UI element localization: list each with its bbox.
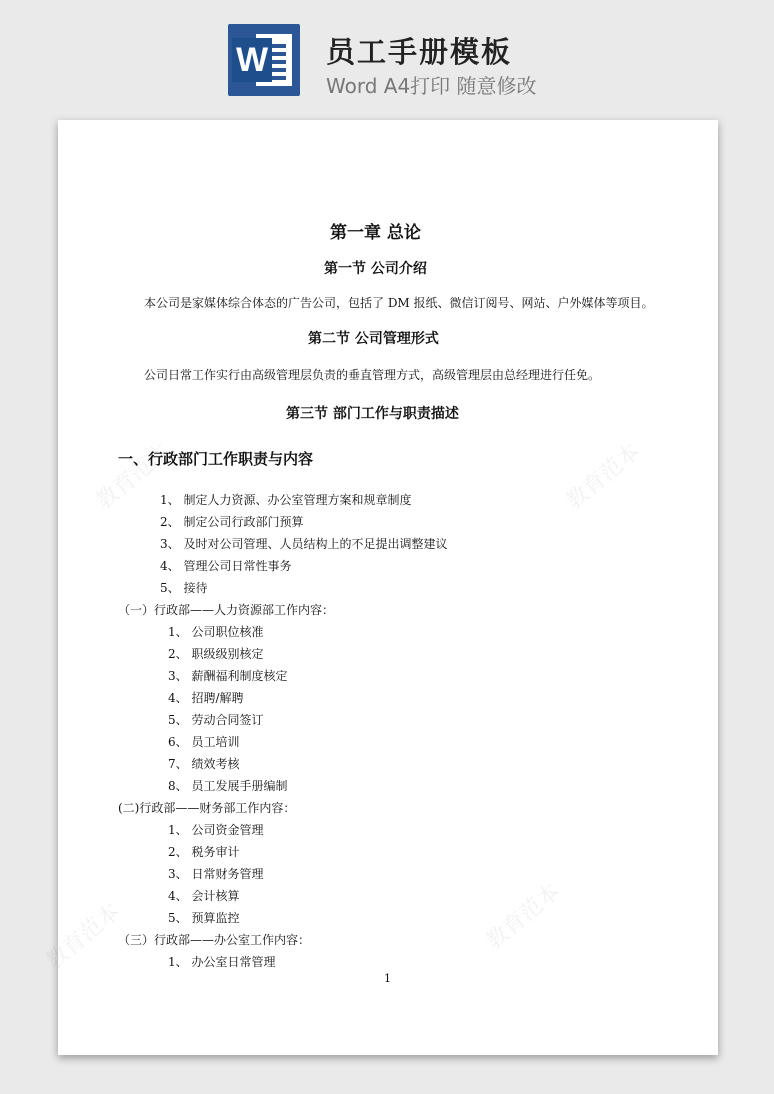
list-item: 5、 劳动合同签订	[168, 713, 264, 727]
sub-heading: (二)行政部——财务部工作内容：	[118, 801, 296, 815]
list-item: 2、 职级级别核定	[168, 647, 264, 661]
list-item: 2、 税务审计	[168, 845, 240, 859]
watermark: 教育范本	[561, 439, 646, 515]
paragraph: 本公司是家媒体综合体态的广告公司，包括了 DM 报纸、微信订阅号、网站、户外媒体等项目。	[144, 296, 654, 310]
paragraph: 公司日常工作实行由高级管理层负责的垂直管理方式，高级管理层由总经理进行任免。	[144, 368, 601, 382]
list-item: 2、 制定公司行政部门预算	[160, 515, 304, 529]
word-icon	[228, 24, 300, 96]
subsection-heading: 一、行政部门工作职责与内容	[118, 450, 314, 468]
sub-heading: （一）行政部——人力资源部工作内容：	[118, 603, 335, 617]
list-item: 3、 薪酬福利制度核定	[168, 669, 288, 683]
watermark: 教育范本	[91, 439, 176, 515]
header-title: 员工手册模板	[326, 35, 513, 69]
watermark: 教育范本	[481, 879, 566, 955]
list-item: 1、 制定人力资源、办公室管理方案和规章制度	[160, 493, 412, 507]
section-heading: 第三节 部门工作与职责描述	[286, 406, 459, 422]
list-item: 5、 预算监控	[168, 911, 240, 925]
list-item: 3、 及时对公司管理、人员结构上的不足提出调整建议	[160, 537, 448, 551]
list-item: 1、 办公室日常管理	[168, 955, 276, 969]
list-item: 1、 公司职位核准	[168, 625, 264, 639]
chapter-title: 第一章 总论	[330, 223, 421, 243]
list-item: 6、 员工培训	[168, 735, 240, 749]
list-item: 1、 公司资金管理	[168, 823, 264, 837]
section-heading: 第二节 公司管理形式	[308, 331, 439, 347]
document-page	[41, 120, 718, 1055]
watermark: 教育范本	[41, 899, 126, 975]
list-item: 4、 会计核算	[168, 889, 240, 903]
list-item: 4、 管理公司日常性事务	[160, 559, 292, 573]
list-item: 7、 绩效考核	[168, 757, 240, 771]
list-item: 3、 日常财务管理	[168, 867, 264, 881]
word-letter: W	[232, 38, 272, 82]
header-subtitle: Word A4打印 随意修改	[326, 74, 537, 98]
header-banner	[0, 0, 774, 118]
sub-heading: （三）行政部——办公室工作内容：	[118, 933, 311, 947]
list-item: 5、 接待	[160, 581, 208, 595]
list-item: 4、 招聘/解聘	[168, 691, 244, 705]
page-number: 1	[384, 972, 391, 985]
section-heading: 第一节 公司介绍	[324, 261, 427, 277]
list-item: 8、 员工发展手册编制	[168, 779, 288, 793]
